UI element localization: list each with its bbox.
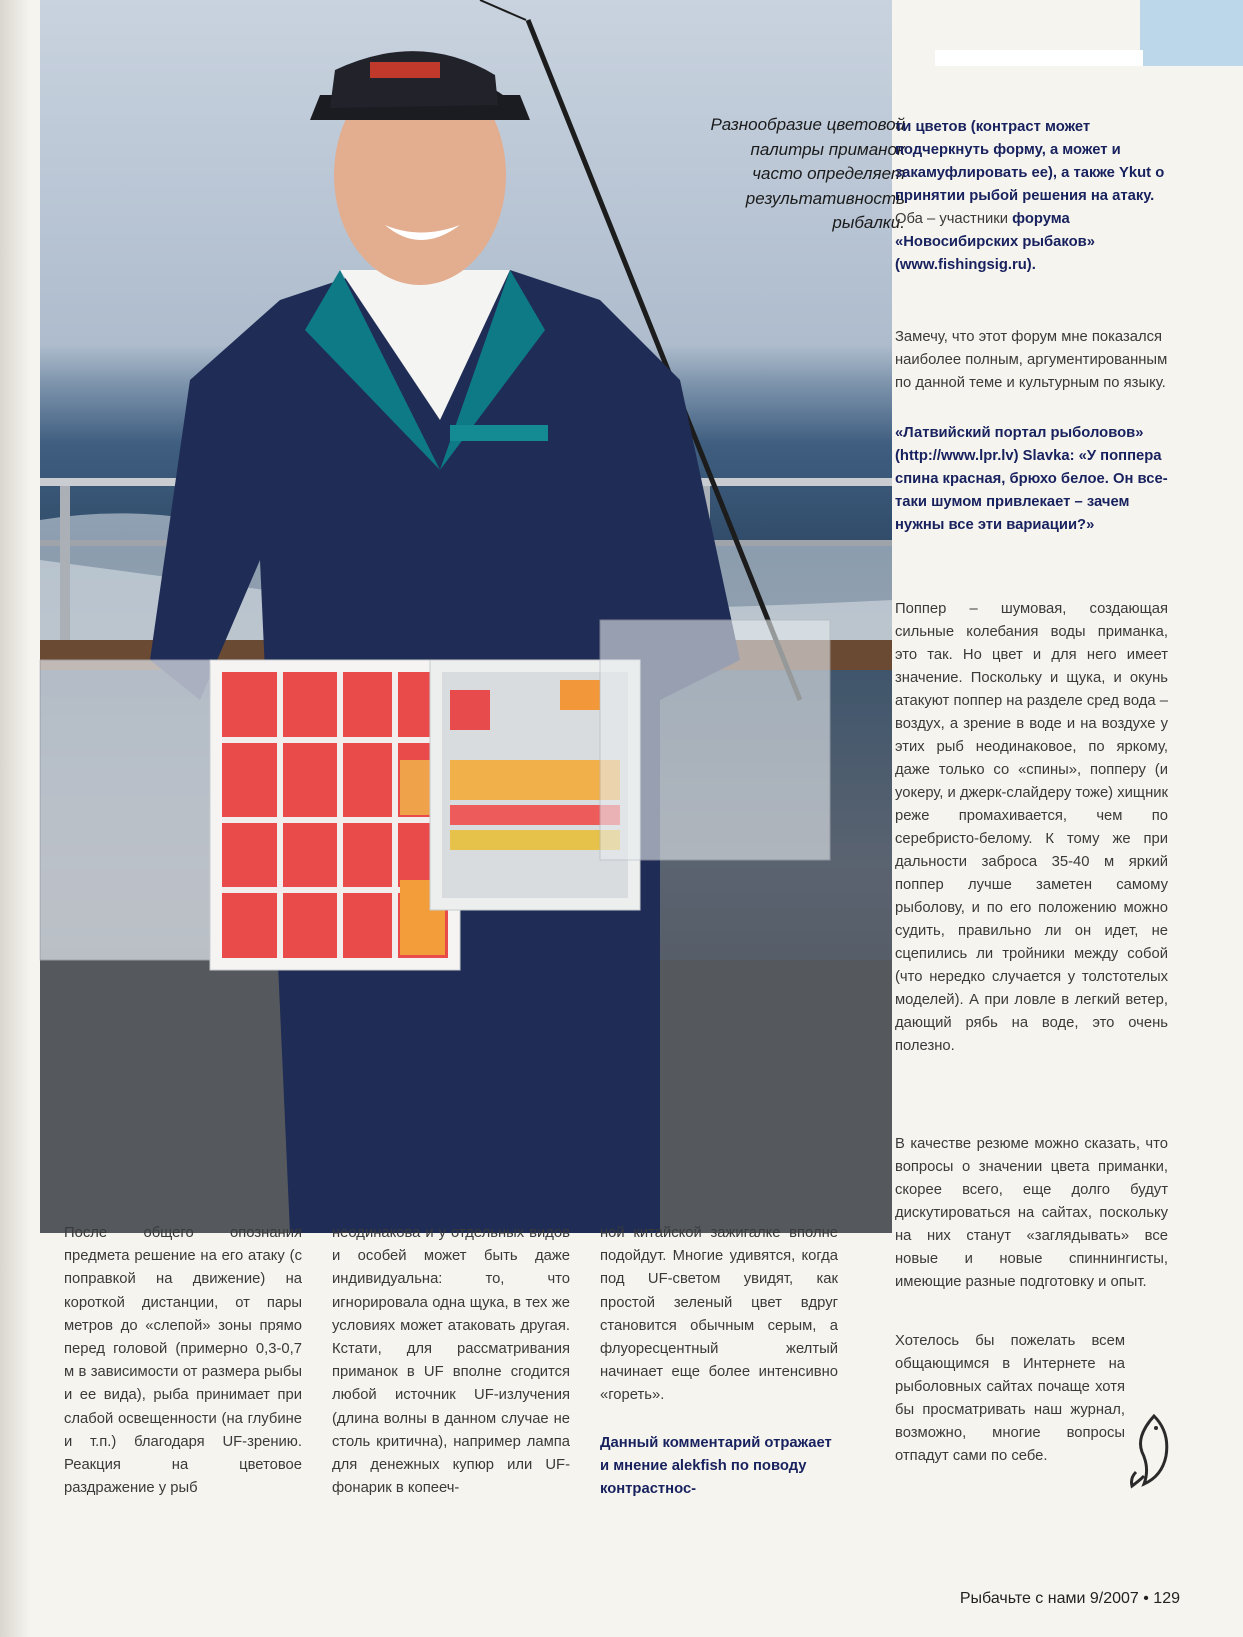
- page-gutter-shadow: [0, 0, 30, 1637]
- header-color-band: [1140, 0, 1243, 66]
- bottom-column-1: После общего опознания предмета решение на его атаку (с поправкой на движение) на короткой дистанции, от пары метров до «слепой» зоны прямо перед головой (примерно 0,3-0,7 м в зависимости от размера рыбы и ее вида), рыба принимает при слабой освещенности (на глубине и т.п.) благодаря UF-зрению. Реакция на цветовое раздражение у рыб: [64, 1225, 302, 1497]
- right-para-3-quote: «Латвийский портал рыболовов» (http://www.lpr.lv) Slavka: «У поппера спина красная, брюхо белое. Он все-таки шумом привлекает – зачем нужны все эти вариации?»: [895, 425, 1168, 533]
- right-para-1-normal: Оба – участники: [895, 211, 1009, 227]
- bottom-column-3-text: ной китайской зажигалке вполне подойдут. Многие удивятся, когда под UF-светом увидят, как простой зеленый цвет вдруг становится обычным серым, а флуоресцентный желтый начинает еще более интенсивно «гореть».: [600, 1225, 838, 1404]
- page-footer: Рыбачьте с нами 9/2007 • 129: [959, 1590, 1180, 1607]
- right-para-1-bold: ти цветов (контраст может подчеркнуть форму, а может и закамуфлировать ее), а также Ykut о принятии рыбой решения на атаку.: [895, 119, 1165, 204]
- bottom-column-2: неодинакова и у отдельных видов и особей может быть даже индивидуальна: то, что игнорировала одна щука, в тех же условиях может атаковать другая. Кстати, для рассматривания приманок в UF вполне сгодится любой источник UF-излучения (длина волны в данном случае не столь критична), например лампа для денежных купюр или UF-фонарик в копееч-: [332, 1225, 570, 1497]
- right-para-1: [895, 116, 1168, 277]
- right-para-6: Хотелось бы пожелать всем общающимся в Интернете на рыболовных сайтах почаще хотя бы просматривать наш журнал, возможно, многие вопросы отпадут сами по себе.: [895, 1333, 1125, 1464]
- right-para-5: В качестве резюме можно сказать, что вопросы о значении цвета приманки, скорее всего, еще долго будут дискутироваться на сайтах, поскольку на них станут «заглядывать» все новые и новые спиннингисты, имеющие разные подготовку и опыт.: [895, 1136, 1168, 1290]
- header-white-strip: [935, 50, 1143, 66]
- photo-angler-with-lure-boxes: [40, 0, 905, 1233]
- right-para-1-bold2: форума «Новосибирских рыбаков» (www.fishingsig.ru).: [895, 211, 1095, 273]
- right-para-2: Замечу, что этот форум мне показался наиболее полным, аргументированным по данной теме и культурным по языку.: [895, 329, 1168, 391]
- fish-logo-icon: [1126, 1412, 1176, 1488]
- photo-caption: Разнообразие цветовой палитры приманок часто определяет результативность рыбалки.: [710, 115, 905, 232]
- right-para-4: Поппер – шумовая, создающая сильные колебания воды приманка, это так. Но цвет и для него имеет значение. Поскольку и щука, и окунь атакуют поппер на разделе сред вода – воздух, а зрение в воде и на воздухе у этих рыб неодинаковое, по яркому, даже только со «спины», попперу (и уокеру, и джерк-слайдеру тоже) хищник реже промахивается, чем по серебристо-белому. К тому же при дальности заброса 35-40 м яркий поппер лучше заметен самому рыболову, и по его положению можно судить, правильно ли он идет, не сцепились ли тройники между собой (что нередко случается у толстотелых моделей). А при ловле в легкий ветер, дающий рябь на воде, это очень полезно.: [895, 601, 1168, 1054]
- bottom-column-3-bold-note: Данный комментарий отражает и мнение alekfish по поводу контрастнос-: [600, 1434, 832, 1498]
- bottom-column-3: [600, 1222, 838, 1501]
